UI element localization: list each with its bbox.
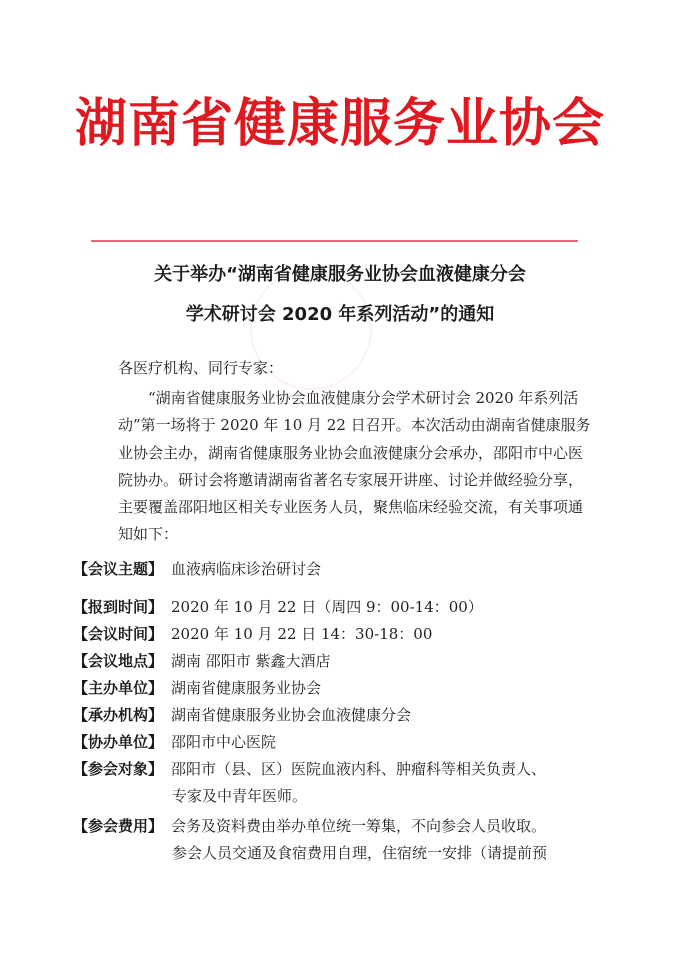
field-value: 邵阳市中心医院 [171, 733, 277, 751]
paragraph-line: 主要覆盖邵阳地区相关专业医务人员，聚焦临床经验交流，有关事项通 [118, 498, 584, 517]
field-label: 【会议地点】 [73, 652, 164, 670]
field-value: 湖南省健康服务业协会血液健康分会 [171, 706, 412, 724]
field-value: 湖南 邵阳市 紫鑫大酒店 [171, 652, 331, 670]
paragraph-line: 知如下： [118, 525, 179, 544]
field-participants-continuation: 专家及中青年医师。 [172, 787, 308, 805]
paragraph-line: 动”第一场将于 2020 年 10 月 22 日召开。本次活动由湖南省健康服务 [118, 416, 591, 435]
field-label: 【参会费用】 [73, 817, 164, 835]
field-venue [73, 650, 633, 671]
notice-title-line-2: 学术研讨会 2020 年系列活动”的通知 [185, 304, 495, 325]
paragraph-line: “湖南省健康服务业协会血液健康分会学术研讨会 2020 年系列活 [148, 389, 579, 407]
field-value: 血液病临床诊治研讨会 [171, 560, 322, 578]
paragraph-line: 院协办。研讨会将邀请湖南省著名专家展开讲座、讨论并做经验分享， [118, 470, 584, 489]
field-value: 2020 年 10 月 22 日 14：30-18：00 [171, 625, 433, 643]
field-label: 【承办机构】 [73, 706, 164, 724]
field-label: 【参会对象】 [73, 760, 164, 778]
field-label: 【会议时间】 [73, 625, 164, 643]
letterhead-title: 湖南省健康服务业协会 [74, 93, 605, 154]
letterhead-divider [91, 240, 578, 242]
field-value: 邵阳市（县、区）医院血液内科、肿瘤科等相关负责人、 [171, 760, 547, 778]
field-value: 会务及资料费由举办单位统一筹集，不向参会人员收取。 [171, 817, 547, 835]
field-fees [73, 815, 633, 836]
intro-paragraph [118, 385, 598, 549]
field-registration-time [73, 596, 633, 617]
field-theme [73, 558, 633, 579]
field-fees-continuation: 参会人员交通及食宿费用自理，住宿统一安排（请提前预 [172, 844, 548, 862]
field-value: 2020 年 10 月 22 日（周四 9：00-14：00） [171, 598, 483, 616]
field-label: 【协办单位】 [73, 733, 164, 751]
field-meeting-time [73, 623, 633, 644]
paragraph-line: 业协会主办，湖南省健康服务业协会血液健康分会承办，邵阳市中心医 [118, 443, 584, 462]
notice-title-line-1: 关于举办“湖南省健康服务业协会血液健康分会 [154, 264, 526, 285]
field-co-organizer [73, 731, 633, 752]
field-label: 【会议主题】 [73, 560, 164, 578]
salutation: 各医疗机构、同行专家： [118, 359, 284, 377]
field-label: 【报到时间】 [73, 598, 164, 616]
field-host [73, 677, 633, 698]
field-value: 湖南省健康服务业协会 [171, 679, 322, 697]
field-participants [73, 758, 633, 779]
field-label: 【主办单位】 [73, 679, 164, 697]
field-organizer [73, 704, 633, 725]
